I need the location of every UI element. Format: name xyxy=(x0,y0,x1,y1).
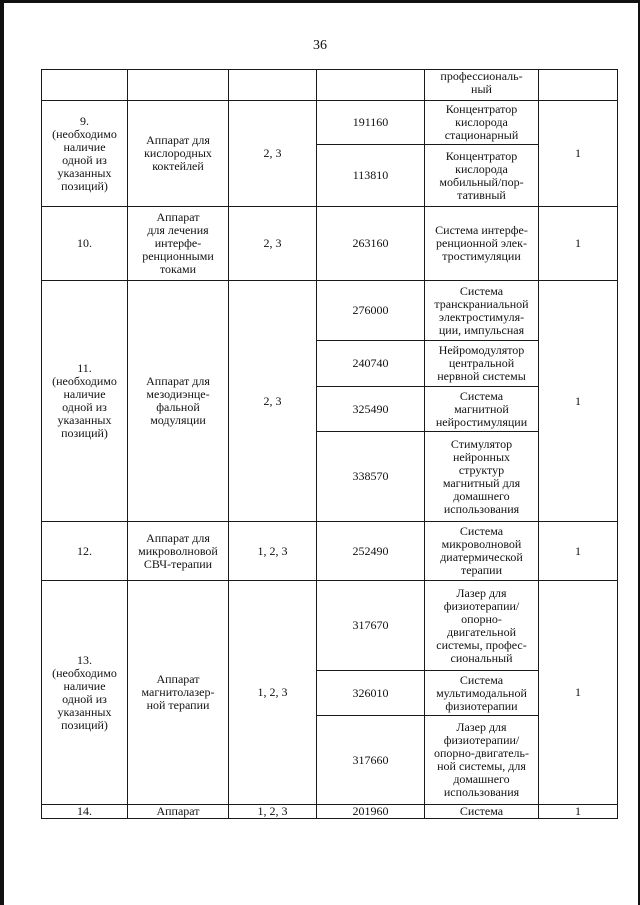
item-code-cell: 201960 xyxy=(317,805,425,819)
item-description-text: структур xyxy=(458,462,505,477)
item-description-text: Концентратор xyxy=(445,148,518,163)
item-description-text: мультимодальной xyxy=(436,685,527,700)
item-description-text: ции, импульсная xyxy=(438,322,525,337)
row-number-text: (необходимо xyxy=(52,374,117,388)
device-name-cell xyxy=(128,70,229,101)
device-name-text: магнитолазер- xyxy=(141,685,215,699)
classes-cell: 2, 3 xyxy=(229,207,317,281)
row-number-text: одной из xyxy=(62,152,107,167)
table-row xyxy=(42,101,618,145)
quantity-cell: 1 xyxy=(539,805,618,819)
item-description-text: физиотерапии xyxy=(445,698,518,713)
item-description-text: использования xyxy=(443,785,520,799)
row-number-cell xyxy=(42,581,128,805)
table-row xyxy=(42,805,618,819)
equipment-table xyxy=(41,69,618,819)
item-description-text: домашнего xyxy=(453,772,510,786)
classes-cell: 2, 3 xyxy=(229,281,317,522)
device-name-text: для лечения xyxy=(147,223,209,237)
item-description-cell xyxy=(425,432,539,522)
item-code-cell: 113810 xyxy=(317,145,425,207)
device-name-text: Аппарат для xyxy=(146,133,210,147)
item-description-text: Система xyxy=(459,388,504,403)
device-name-text: модуляции xyxy=(150,413,206,427)
page-number: 36 xyxy=(313,38,327,53)
item-description-text: магнитной xyxy=(454,401,509,416)
row-number-text: 14. xyxy=(77,804,92,818)
item-description-text: физиотерапии/ xyxy=(443,733,520,747)
table-row xyxy=(42,70,618,101)
item-description-text: ренционной элек- xyxy=(436,236,527,250)
device-name-text: ной терапии xyxy=(146,698,210,712)
item-code-cell: 326010 xyxy=(317,671,425,716)
item-description-text: Стимулятор xyxy=(450,436,513,451)
row-number-text: одной из xyxy=(62,400,107,414)
item-description-text: магнитный для xyxy=(442,475,521,490)
item-description-text: использования xyxy=(443,501,520,516)
row-number-cell xyxy=(42,522,128,581)
item-description-cell xyxy=(425,671,539,716)
row-number-cell xyxy=(42,805,128,819)
item-description-text: Система xyxy=(459,524,504,538)
item-description-text: мобильный/пор- xyxy=(439,174,524,189)
device-name-text: коктейлей xyxy=(152,159,204,173)
device-name-text: СВЧ-терапии xyxy=(143,556,213,571)
classes-cell: 1, 2, 3 xyxy=(229,805,317,819)
row-number-cell xyxy=(42,101,128,207)
item-description-cell xyxy=(425,207,539,281)
item-description-text: ный xyxy=(471,82,492,96)
device-name-cell xyxy=(128,805,229,819)
row-number-text: одной из xyxy=(62,691,107,706)
device-name-text: кислородных xyxy=(144,146,212,160)
item-description-text: диатермической xyxy=(440,550,523,564)
item-description-text: нервной системы xyxy=(437,369,526,383)
device-name-cell xyxy=(128,281,229,522)
item-code-cell: 338570 xyxy=(317,432,425,522)
item-description-cell xyxy=(425,101,539,145)
row-number-text: позиций) xyxy=(61,717,108,732)
item-description-text: терапии xyxy=(460,563,502,577)
row-number-cell xyxy=(42,70,128,101)
classes-cell: 2, 3 xyxy=(229,101,317,207)
item-description-cell xyxy=(425,581,539,671)
device-name-text: фальной xyxy=(156,400,200,414)
item-description-text: Лазер для xyxy=(456,720,507,734)
item-code-cell: 276000 xyxy=(317,281,425,341)
classes-cell: 1, 2, 3 xyxy=(229,522,317,581)
device-name-cell xyxy=(128,522,229,581)
item-description-text: профессиональ- xyxy=(440,69,523,83)
row-number-text: наличие xyxy=(63,139,106,154)
classes-cell: 1, 2, 3 xyxy=(229,581,317,805)
device-name-cell xyxy=(128,581,229,805)
item-description-cell xyxy=(425,716,539,805)
quantity-cell: 1 xyxy=(539,101,618,207)
item-description-text: физиотерапии/ xyxy=(443,598,520,613)
item-description-text: Нейромодулятор xyxy=(438,343,525,357)
row-number-text: 12. xyxy=(77,543,92,558)
quantity-cell: 1 xyxy=(539,281,618,522)
row-number-text: (необходимо xyxy=(52,126,117,141)
row-number-text: 10. xyxy=(77,236,92,250)
item-description-cell xyxy=(425,145,539,207)
table-row xyxy=(42,581,618,671)
device-name-cell xyxy=(128,207,229,281)
row-number-text: 13. xyxy=(77,652,92,667)
row-number-text: наличие xyxy=(63,678,106,693)
item-code-cell: 252490 xyxy=(317,522,425,581)
item-code-cell: 263160 xyxy=(317,207,425,281)
quantity-cell: 1 xyxy=(539,522,618,581)
item-description-cell xyxy=(425,522,539,581)
item-description-text: Система xyxy=(459,672,504,687)
item-description-text: нейростимуляции xyxy=(435,414,528,429)
row-number-text: 9. xyxy=(80,113,89,128)
item-code-cell: 191160 xyxy=(317,101,425,145)
item-code-cell: 240740 xyxy=(317,341,425,387)
item-description-cell xyxy=(425,387,539,432)
item-description-text: центральной xyxy=(448,356,515,370)
quantity-cell: 1 xyxy=(539,207,618,281)
device-name-text: ренционными xyxy=(142,249,214,263)
item-code-cell xyxy=(317,70,425,101)
item-description-text: двигательной xyxy=(446,624,516,639)
item-description-text: Система xyxy=(459,283,504,298)
device-name-text: Аппарат для xyxy=(146,530,210,545)
item-description-text: ной системы, для xyxy=(437,759,526,773)
scan-border-left xyxy=(0,0,4,905)
item-code-cell: 317670 xyxy=(317,581,425,671)
table-row xyxy=(42,522,618,581)
item-description-text: Концентратор xyxy=(445,102,518,116)
quantity-cell: 1 xyxy=(539,581,618,805)
row-number-text: указанных xyxy=(57,165,112,180)
item-description-text: кислорода xyxy=(455,161,508,176)
device-name-text: мезодиэнце- xyxy=(146,387,210,401)
device-name-text: Аппарат xyxy=(156,210,200,224)
device-name-text: Аппарат для xyxy=(146,374,210,388)
item-description-text: домашнего xyxy=(453,488,510,503)
item-description-cell xyxy=(425,805,539,819)
item-description-text: нейронных xyxy=(452,449,511,464)
item-description-text: Система xyxy=(459,804,504,818)
item-description-text: тативный xyxy=(457,187,506,202)
row-number-text: указанных xyxy=(57,704,112,719)
item-code-cell: 325490 xyxy=(317,387,425,432)
item-description-cell xyxy=(425,70,539,101)
row-number-text: указанных xyxy=(57,413,112,427)
item-description-text: стационарный xyxy=(444,128,519,142)
item-description-text: Лазер для xyxy=(456,585,507,600)
item-description-text: тростимуляции xyxy=(442,249,521,263)
item-description-text: опорно-двигатель- xyxy=(434,746,529,760)
item-description-cell xyxy=(425,341,539,387)
quantity-cell xyxy=(539,70,618,101)
item-description-text: кислорода xyxy=(455,115,508,129)
row-number-text: (необходимо xyxy=(52,665,117,680)
table-row xyxy=(42,281,618,341)
row-number-text: позиций) xyxy=(61,178,108,193)
item-description-text: Система интерфе- xyxy=(435,223,528,237)
row-number-text: наличие xyxy=(63,387,106,401)
item-description-text: транскраниальной xyxy=(434,296,529,311)
item-description-cell xyxy=(425,281,539,341)
row-number-text: позиций) xyxy=(61,426,108,440)
row-number-cell xyxy=(42,281,128,522)
device-name-cell xyxy=(128,101,229,207)
item-description-text: опорно- xyxy=(461,611,502,626)
device-name-text: Аппарат xyxy=(156,672,200,686)
classes-cell xyxy=(229,70,317,101)
item-description-text: системы, профес- xyxy=(436,637,527,652)
item-code-cell: 317660 xyxy=(317,716,425,805)
device-name-text: микроволновой xyxy=(138,543,218,558)
scan-border-top xyxy=(0,0,640,3)
table-row xyxy=(42,207,618,281)
row-number-cell xyxy=(42,207,128,281)
device-name-text: интерфе- xyxy=(154,236,202,250)
item-description-text: микроволновой xyxy=(441,537,522,551)
device-name-text: Аппарат xyxy=(156,804,200,818)
row-number-text: 11. xyxy=(77,361,92,375)
device-name-text: токами xyxy=(159,262,197,276)
item-description-text: сиональный xyxy=(450,650,513,665)
item-description-text: электростимуля- xyxy=(438,309,525,324)
